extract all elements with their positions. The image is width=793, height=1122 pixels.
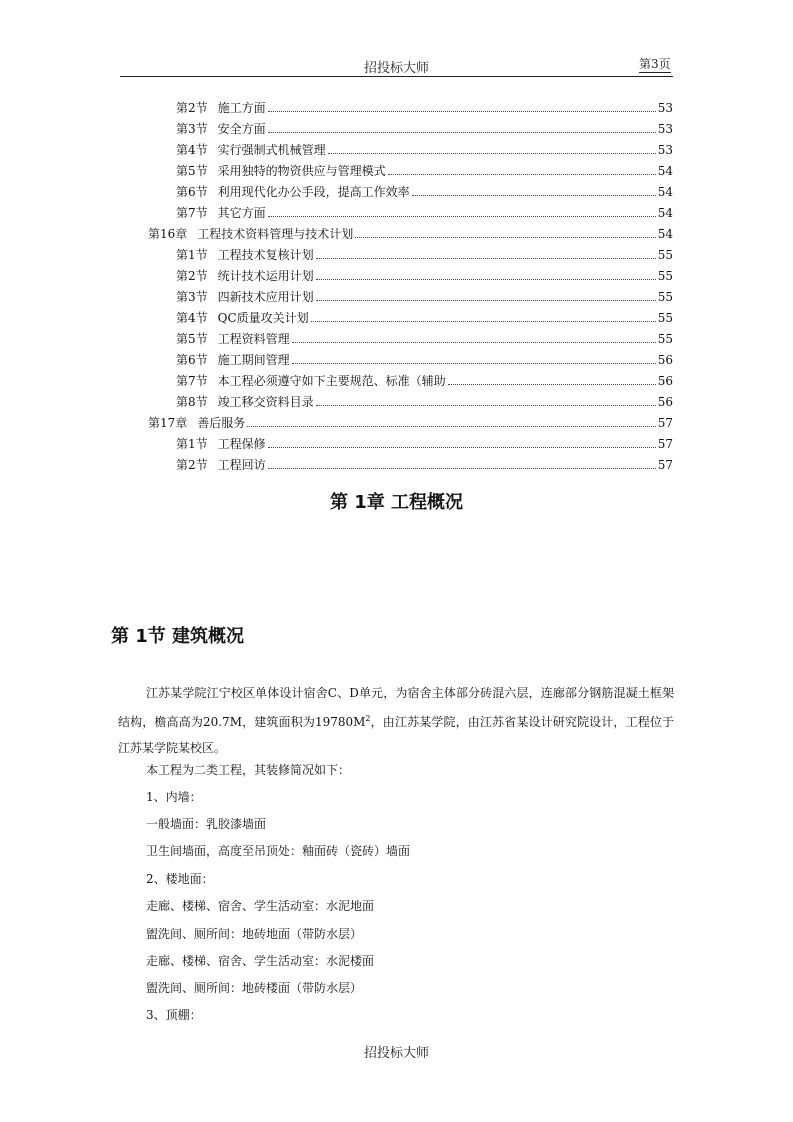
intro-text-continued: ，由江苏某学院，由江苏省某设计研究院设计，工程位于江苏某学院某校区。 (118, 715, 674, 755)
toc-entry-number: 第16章 (148, 227, 188, 241)
toc-entry[interactable] (176, 159, 673, 179)
toc-chapter-entry[interactable] (148, 222, 673, 242)
toc-entry-title: 竣工移交资料目录 (217, 395, 314, 409)
toc-leader-dots (311, 320, 656, 322)
toc-entry[interactable] (176, 264, 673, 284)
toc-entry-title: 其它方面 (217, 206, 266, 220)
toc-entry[interactable] (176, 390, 673, 410)
toc-entry[interactable] (176, 180, 673, 200)
toc-entry-number: 第6节 (176, 185, 208, 199)
toc-entry[interactable] (176, 453, 673, 473)
toc-entry-number: 第6节 (176, 353, 208, 367)
toc-entry[interactable] (176, 201, 673, 221)
toc-entry-page: 53 (657, 122, 673, 136)
toc-entry-title: 工程技术资料管理与技术计划 (197, 227, 354, 241)
toc-entry[interactable] (176, 285, 673, 305)
toc-entry-title: 本工程必须遵守如下主要规范、标准（辅助 (217, 374, 446, 388)
toc-entry-title: 采用独特的物资供应与管理模式 (217, 164, 386, 178)
toc-entry-title: 工程保修 (217, 437, 266, 451)
body-line: 盥洗间、厕所间：地砖地面（带防水层） (146, 927, 363, 941)
toc-leader-dots (247, 425, 655, 427)
section-title: 第 1节 建筑概况 (111, 626, 245, 647)
toc-entry-page: 54 (657, 206, 673, 220)
toc-entry[interactable] (176, 327, 673, 347)
body-line: 2、楼地面： (146, 872, 214, 886)
toc-leader-dots (268, 131, 656, 133)
page-footer: 招投标大师 (363, 1046, 429, 1061)
toc-leader-dots (448, 383, 656, 385)
toc-entry-title: 善后服务 (197, 416, 246, 430)
intro-text: 江苏某学院江宁校区单体设计宿舍C、D单元，为宿舍主体部分砖混六层，连廊部分钢筋混凝土框架结构，檐高高为20.7M，建筑面积为19780M (118, 686, 674, 729)
toc-leader-dots (316, 278, 656, 280)
body-line: 1、内墙： (146, 790, 202, 804)
toc-entry-title: 施工方面 (217, 101, 266, 115)
toc-entry-number: 第17章 (148, 416, 188, 430)
body-line: 走廊、楼梯、宿舍、学生活动室：水泥楼面 (146, 954, 375, 968)
toc-entry-title: 四新技术应用计划 (217, 290, 314, 304)
toc-leader-dots (328, 152, 656, 154)
toc-entry-number: 第1节 (176, 437, 208, 451)
toc-entry-page: 56 (657, 374, 673, 388)
toc-entry[interactable] (176, 369, 673, 389)
toc-leader-dots (268, 110, 656, 112)
toc-entry-page: 55 (657, 290, 673, 304)
toc-entry-number: 第7节 (176, 374, 208, 388)
toc-leader-dots (316, 404, 656, 406)
toc-entry-number: 第7节 (176, 206, 208, 220)
header-page-number: 第3页 (639, 57, 671, 71)
toc-entry-page: 54 (657, 227, 673, 241)
toc-entry-page: 56 (657, 353, 673, 367)
toc-entry-page: 54 (657, 164, 673, 178)
toc-entry[interactable] (176, 138, 673, 158)
body-line: 本工程为二类工程，其装修简况如下： (146, 763, 351, 777)
body-line: 盥洗间、厕所间：地砖楼面（带防水层） (146, 981, 363, 995)
toc-entry-page: 57 (657, 416, 673, 430)
toc-entry-number: 第2节 (176, 269, 208, 283)
toc-leader-dots (292, 341, 656, 343)
toc-entry[interactable] (176, 117, 673, 137)
toc-entry-page: 54 (657, 185, 673, 199)
toc-entry-number: 第4节 (176, 143, 208, 157)
toc-entry-page: 53 (657, 101, 673, 115)
toc-entry-page: 55 (657, 269, 673, 283)
toc-entry-page: 53 (657, 143, 673, 157)
toc-entry-number: 第5节 (176, 332, 208, 346)
toc-leader-dots (388, 173, 656, 175)
toc-entry-title: 实行强制式机械管理 (217, 143, 326, 157)
toc-leader-dots (268, 446, 656, 448)
body-line: 走廊、楼梯、宿舍、学生活动室：水泥地面 (146, 899, 375, 913)
toc-entry[interactable] (176, 432, 673, 452)
toc-leader-dots (316, 257, 656, 259)
chapter-title: 第 1章 工程概况 (329, 492, 464, 513)
toc-entry-title: 施工期间管理 (217, 353, 290, 367)
toc-chapter-entry[interactable] (148, 411, 673, 431)
body-line: 3、顶棚： (146, 1008, 202, 1022)
toc-entry-title: 工程资料管理 (217, 332, 290, 346)
toc-entry-number: 第5节 (176, 164, 208, 178)
toc-entry-title: 利用现代化办公手段，提高工作效率 (217, 185, 410, 199)
toc-entry-number: 第3节 (176, 290, 208, 304)
toc-entry[interactable] (176, 306, 673, 326)
toc-entry-page: 56 (657, 395, 673, 409)
intro-paragraph (118, 680, 674, 761)
body-line: 一般墙面：乳胶漆墙面 (146, 817, 267, 831)
body-line: 卫生间墙面，高度至吊顶处：釉面砖（瓷砖）墙面 (146, 844, 411, 858)
toc-entry-title: QC质量攻关计划 (217, 311, 309, 325)
toc-leader-dots (412, 194, 656, 196)
toc-entry-page: 55 (657, 311, 673, 325)
toc-entry-page: 57 (657, 458, 673, 472)
superscript: 2 (365, 714, 371, 723)
toc-entry-number: 第2节 (176, 458, 208, 472)
toc-entry-number: 第3节 (176, 122, 208, 136)
header-rule (120, 76, 673, 77)
toc-entry[interactable] (176, 96, 673, 116)
toc-leader-dots (292, 362, 656, 364)
header-title: 招投标大师 (363, 61, 429, 76)
toc-entry[interactable] (176, 348, 673, 368)
toc-leader-dots (268, 215, 656, 217)
toc-leader-dots (268, 467, 656, 469)
toc-entry-number: 第2节 (176, 101, 208, 115)
toc-entry-number: 第1节 (176, 248, 208, 262)
toc-leader-dots (316, 299, 656, 301)
toc-entry-page: 57 (657, 437, 673, 451)
toc-entry-title: 工程技术复核计划 (217, 248, 314, 262)
toc-entry-page: 55 (657, 248, 673, 262)
toc-entry-number: 第4节 (176, 311, 208, 325)
toc-entry-title: 安全方面 (217, 122, 266, 136)
toc-leader-dots (355, 236, 655, 238)
toc-entry[interactable] (176, 243, 673, 263)
toc-entry-title: 统计技术运用计划 (217, 269, 314, 283)
toc-entry-title: 工程回访 (217, 458, 266, 472)
toc-entry-number: 第8节 (176, 395, 208, 409)
toc-entry-page: 55 (657, 332, 673, 346)
